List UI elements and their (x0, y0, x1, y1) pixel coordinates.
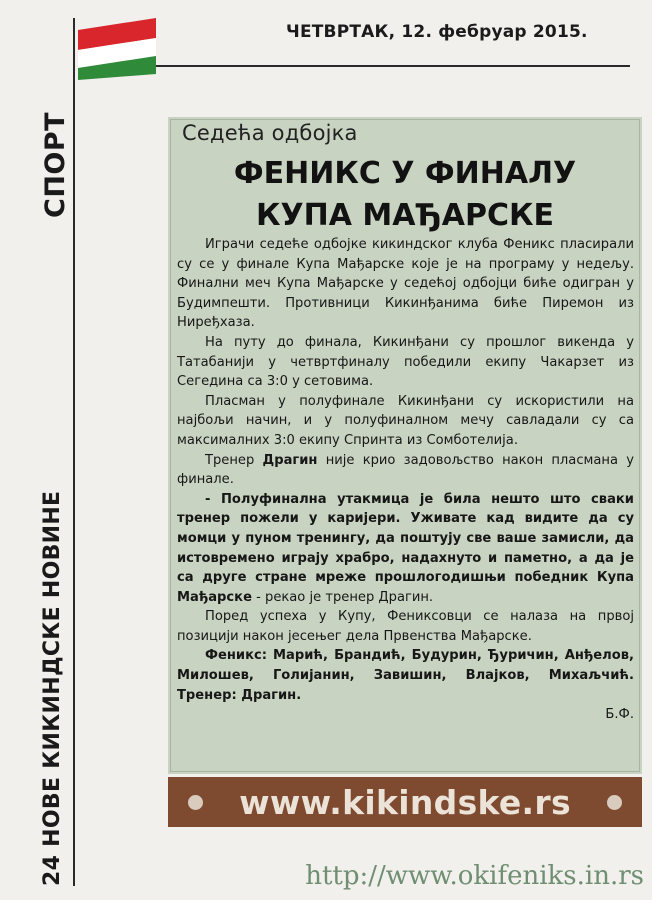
author-signature: Б.Ф. (605, 707, 634, 723)
website-banner[interactable] (168, 777, 642, 827)
paragraph-6: Поред успеха у Купу, Фениксовци се налаза на првој позицији након јесењег дела Првенства Мађарске. (177, 609, 634, 644)
quote-attribution: - рекао је тренер Драгин. (251, 589, 434, 605)
paragraph-4-end: није крио задовољство након пласмана у финале. (177, 452, 634, 488)
article-box (168, 117, 642, 774)
website-url-link[interactable]: www.kikindske.rs (239, 782, 571, 822)
header-rule (156, 65, 630, 67)
article-headline (168, 153, 642, 237)
paragraph-4-start: Тренер (205, 452, 263, 468)
coach-quote: - Полуфинална утакмица је била нешто што сваки тренер пожели у каријери. Уживате кад видите да су момци у пуном тренингу, да поштују све ваше замисли, да истовремено играју храбро, надахнуто и паметно, а да је са друге стране мреже прошлогодишњи победник Купа Мађарске (177, 491, 634, 605)
paragraph-4 (177, 451, 634, 490)
article-supra-title: Седећа одбојка (182, 121, 358, 145)
paragraph-1: Играчи седеће одбојке кикиндског клуба Феникс пласирали су се у финале Купа Мађарске које је на програму у недељу. Финални меч Купа Мађарске у седећој одбојци биће одигран у Будимпешти. Противници Кикинђанима биће Пиремон из Нирeђхаза. (177, 237, 634, 331)
roster-text: Феникс: Марић, Брандић, Будурин, Ђуричин, Анђелов, Милошев, Голијанин, Завишин, Влајков, Михаљчић. Тренер: Драгин. (177, 648, 634, 703)
bullet-dot-icon (607, 795, 622, 810)
quote-paragraph (177, 490, 634, 608)
issue-date: ЧЕТВРТАК, 12. фебруар 2015. (286, 22, 588, 42)
left-column-rule (73, 18, 75, 886)
coach-name: Драгин (262, 452, 318, 468)
newspaper-name: 24 НОВЕ КИКИНДСКЕ НОВИНЕ (40, 490, 65, 886)
headline-line-1: ФЕНИКС У ФИНАЛУ (233, 156, 577, 191)
hungarian-flag-icon (78, 18, 156, 80)
watermark-url: http://www.okifeniks.in.rs (305, 861, 644, 891)
section-title: СПОРТ (40, 111, 71, 218)
bullet-dot-icon (188, 795, 203, 810)
team-roster (177, 646, 634, 705)
headline-line-2: КУПА МАЂАРСКЕ (255, 198, 555, 233)
sidebar (0, 0, 73, 900)
paragraph-3: Пласман у полуфинале Кикинђани су искористили на најбољи начин, и у полуфиналном мечу савладали су са максималних 3:0 екипу Спринта из Сомботелија. (177, 393, 634, 448)
signature-row (177, 705, 634, 725)
article-body (177, 235, 634, 725)
paragraph-2: На путу до финала, Кикинђани су прошлог викенда у Татабанији у четвртфиналу победили екипу Чакарзет из Сегедина са 3:0 у сетовима. (177, 334, 634, 390)
